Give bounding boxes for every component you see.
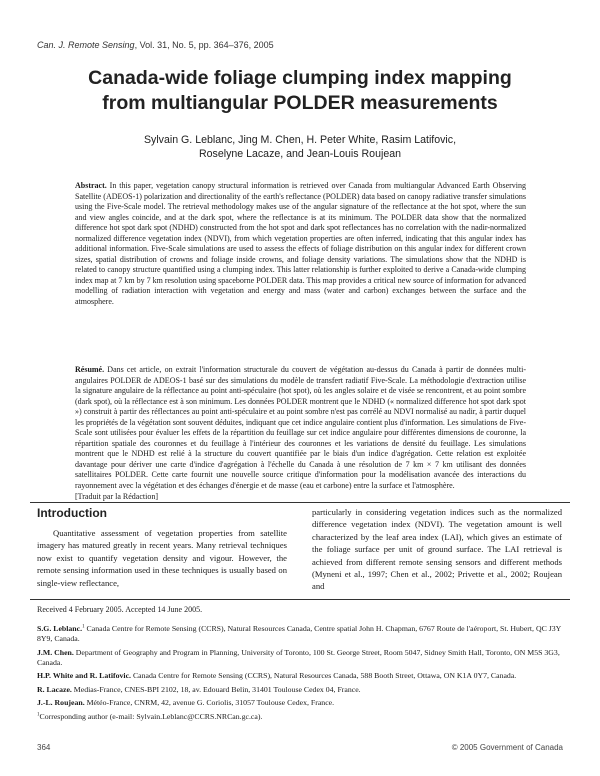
affiliation-name: J.-L. Roujean. — [37, 698, 85, 708]
affiliation-name: R. Lacaze. — [37, 684, 72, 694]
affiliation-item — [37, 698, 563, 708]
affiliation-item — [37, 685, 563, 695]
title-line-1: Canada-wide foliage clumping index mapping — [88, 67, 512, 89]
introduction-heading: Introduction — [37, 506, 107, 520]
affiliation-address: Météo-France, CNRM, 42, avenue G. Coriolis, 31057 Toulouse Cedex, France. — [84, 698, 335, 708]
journal-header — [37, 40, 274, 50]
journal-citation: , Vol. 31, No. 5, pp. 364–376, 2005 — [134, 40, 274, 50]
footnote-mark: 1 — [37, 711, 40, 718]
introduction-column-1: Quantitative assessment of vegetation properties from satellite imagery has matured greatly in recent years. Many retrieval techniques now exist to quantify vegetation density and vigour. However, the remote sensing information used in these techniques is usually based on single-view reflectance, — [37, 528, 287, 588]
footnote — [37, 712, 563, 722]
resume-label: Résumé. — [75, 365, 105, 374]
copyright-notice: © 2005 Government of Canada — [451, 743, 563, 752]
affiliation-address: Department of Geography and Program in Planning, University of Toronto, 100 St. George Street, Room 5047, Sidney Smith Hall, Toronto, ON M5S 3G3, Canada. — [37, 647, 560, 667]
paper-title — [30, 66, 570, 116]
authors-line-1: Sylvain G. Leblanc, Jing M. Chen, H. Peter White, Rasim Latifovic, — [143, 134, 457, 146]
section-divider-top — [30, 502, 570, 503]
title-line-2: from multiangular POLDER measurements — [102, 92, 498, 114]
affiliation-address: Canada Centre for Remote Sensing (CCRS), Natural Resources Canada, Centre spatial John H. Chapman, 6767 Route de l'aéroport, St. Hubert, QC J3Y 8Y9, Canada. — [37, 624, 562, 644]
author-list — [60, 134, 540, 161]
introduction-column-2: particularly in considering vegetation indices such as the normalized difference vegetation index (NDVI). The vegetation amount is well characterized by the leaf area index (LAI), which gives an estimate of the foliage surface per unit of ground surface. The LAI retrieval is achieved from different remote sensing sensors and different methods (Myneni et al., 1997; Chen et al., 2002; Privette et al., 2002; Roujean and — [312, 507, 562, 592]
journal-name: Can. J. Remote Sensing — [37, 40, 135, 50]
resume — [75, 365, 526, 502]
authors-line-2: Roselyne Lacaze, and Jean-Louis Roujean — [198, 147, 401, 160]
affiliation-footnote-mark: 1 — [82, 623, 85, 630]
affiliations — [37, 624, 563, 725]
affiliation-name: S.G. Leblanc. — [37, 624, 83, 633]
affiliation-name: J.M. Chen. — [37, 647, 74, 657]
section-divider-bottom — [30, 599, 570, 600]
affiliation-address: Canada Centre for Remote Sensing (CCRS), Natural Resources Canada, 588 Booth Street, Ottawa, ON K1A 0Y7, Canada. — [131, 671, 517, 681]
resume-translator-note: [Traduit par la Rédaction] — [75, 491, 159, 501]
affiliation-address: Medias-France, CNES-BPI 2102, 18, av. Edouard Belin, 31401 Toulouse Cedex 04, France. — [71, 684, 361, 694]
page-number: 364 — [37, 743, 51, 752]
abstract-text: In this paper, vegetation canopy structural information is retrieved over Canada from multiangular Advanced Earth Observing Satellite (ADEOS-1) polarization and directionality of the earth's reflectance (POLDER) data based on canopy radiative transfer simulations using the Five-Scale model. The retrieval methodology makes use of the angular signature of the reflectance at the hot spot, where the sun and view angles coincide, and at the dark spot, where the reflectance is at its minimum. The POLDER data show that the normalized difference hot spot dark spot (NDHD) constructed from the hot spot and dark spot reflectances has no correlation with the nadir-normalized normalized difference vegetation index (NDVI), from which vegetation properties are often inferred, indicating that this angular index has additional information. Five-Scale simulations are used to assess the effects of foliage distribution on this angular index for different crown sizes, spatial distribution of crowns and foliage inside crowns, and foliage density variations. The simulations show that the NDHD is related to canopy structure quantified using a clumping index. This latter relationship is further exploited to derive a Canada-wide clumping index map at 7 km by 7 km resolution using spaceborne POLDER data. This map provides a critical new source of information for advanced modelling of radiation interaction with vegetation and energy and mass (water and carbon) exchanges between the surface and the atmosphere. — [75, 181, 527, 307]
affiliation-item — [37, 671, 563, 681]
affiliation-item — [37, 624, 563, 644]
footnote-text: Corresponding author (e-mail: Sylvain.Leblanc@CCRS.NRCan.gc.ca). — [39, 711, 263, 721]
resume-text: Dans cet article, on extrait l'information structurale du couvert de végétation au-dessus du Canada à partir de données multi-angulaires POLDER de ADEOS-1 basé sur des simulations du modèle de transfert radiatif Five-Scale. La méthodologie d'extraction utilise la signature angulaire de la réflectance au point anti-spéculaire (hot spot), où les angles solaire et de visée se rencontrent, et au point sombre (dark spot), où la réflectance est à son minimum. Les données POLDER montrent que le NDHD (« normalized difference hot spot dark spot ») construit à partir des réflectances au point anti-spéculaire et au point sombre n'est pas corrélé au NDVI normalisé au nadir, à partir duquel les propriétés de la végétation sont souvent déduites, indiquant que cet indice angulaire contient plus d'information. Les simulations de Five-Scale sont utilisées pour évaluer les effets de la répartition du feuillage sur cet indice angulaire pour différentes dimensions de couronne, la répartition spatiale des couronnes et du feuillage à l'intérieur des couronnes et les variations de densité du feuillage. Les simulations montrent que le NDHD est relié à la structure du couvert quantifiée par le biais d'un indice d'agrégation. Cette relation est exploitée davantage pour dériver une carte d'indice d'agrégation à l'échelle du Canada à une résolution de 7 km × 7 km utilisant des données satellitaires POLDER. Cette carte fournit une nouvelle source critique d'information pour la modélisation avancée des interactions du rayonnement avec la végétation et des échanges d'énergie et de masse (eau et carbone) entre la surface et l'atmosphère. — [75, 365, 527, 491]
received-dates: Received 4 February 2005. Accepted 14 June 2005. — [37, 605, 203, 614]
abstract — [75, 181, 526, 308]
abstract-label: Abstract. — [75, 181, 107, 190]
affiliation-name: H.P. White and R. Latifovic. — [37, 671, 132, 681]
affiliation-item — [37, 648, 563, 668]
